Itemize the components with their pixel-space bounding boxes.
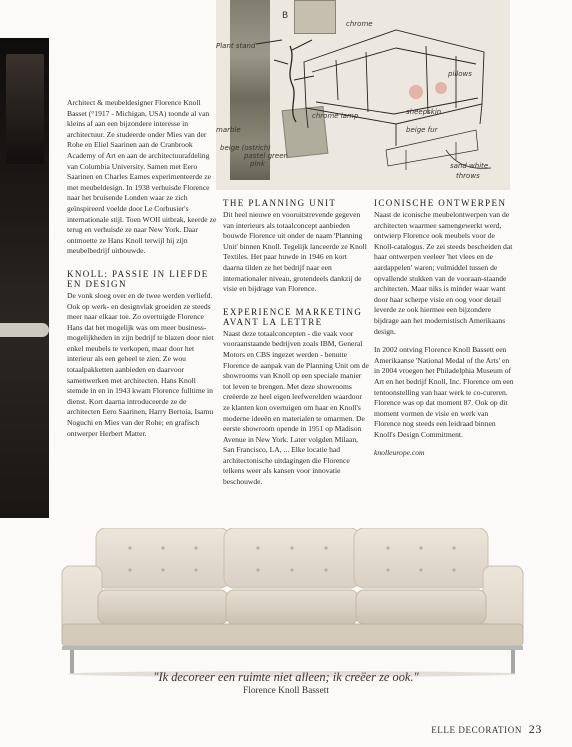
sketch-note: chrome [346, 20, 373, 28]
page-number: 23 [528, 722, 542, 736]
sketch-note: sand white [450, 162, 489, 170]
quote-author: Florence Knoll Bassett [243, 686, 329, 696]
sketch-note: chrome lamp [312, 112, 359, 120]
interior-photo [0, 38, 49, 518]
lamp-shape [6, 54, 44, 164]
sketch-note: throws [456, 172, 480, 180]
pull-quote: "Ik decoreer een ruimte niet alleen; ik creëer ze ook." [153, 670, 419, 684]
design-sketch-image [216, 0, 510, 190]
heading-experience: EXPERIENCE MARKETING AVANT LA LETTRE [223, 306, 363, 327]
sketch-note: pillows [448, 70, 472, 78]
iconic-paragraph-1: Naast de iconische meubelontwerpen van de architecten waarmee samengewerkt werd, ontwierp Florence ook meubels voor de Knoll-catalogus. Ze zei steeds bescheiden dat haar ontwerpen veeleer 'het vlees en de aardappelen' waren; vulmiddel tussen de opvallende stukken van de vooraan-staande architecten. Maar niks is minder waar want door haar scherpe visie en oog voor detail leverde ze ook hiermee een bijzondere bijdrage aan het modernistisch Amerikaans design. [374, 210, 513, 336]
planning-paragraph: Dit heel nieuwe en vooruitstrevende gegeven van interieurs als totaalconcept aanbieden bouwde Florence uit onder de naam 'Planning Unit' binnen Knoll. Tegelijk lanceerde ze Knoll Textiles. Het paar huwde in 1946 en kort daarna tilden ze het bedrijf naar een internationaler niveau, grotendeels dankzij de visie en bijdrage van Florence. [223, 210, 367, 294]
iconic-paragraph-2: In 2002 ontving Florence Knoll Bassett een Amerikaanse 'National Medal of the Arts' en in 2004 vroegen het Philadelphia Museum of Art en het bedrijf Knoll, Inc. Florence om een tentoonstelling van haar werk te co-cureren. Florence was op dat moment 87. Ook op dit moment vormen de visie en werk van Florence nog steeds een leidraad binnen Knoll's Design Commitment. [374, 345, 514, 439]
experience-paragraph: Naast deze totaalconcepten - die vaak voor vooraanstaande bedrijven zoals IBM, General Motors en CBS ingezet werden - benutte Florence de aanpak van de Planning Unit om de showrooms van Knoll op een speciale manier tot leven te brengen. Met deze showrooms creëerde ze heel eigen leefwerelden waardoor ze klanten kon overtuigen om haar en Knoll's moderne ideeën en materialen te omarmen. De eerste showroom opende in 1951 op Madison Avenue in New York. Later volgden Milaan, San Francisco, LA, ... Elke locatie had architectonische uitdagingen die Florence telkens weer als kansen voor innovatie beschouwde. [223, 328, 369, 487]
sketch-note: beige (ostrich) [220, 144, 271, 152]
heading-iconic: ICONISCHE ONTWERPEN [374, 198, 507, 208]
sketch-note: pastel green [244, 152, 288, 160]
sketch-note: Plant stand [216, 42, 256, 50]
magazine-name: ELLE DECORATION [431, 725, 522, 735]
page-footer [431, 722, 542, 737]
heading-planning: THE PLANNING UNIT [223, 198, 337, 208]
column-2 [223, 198, 369, 496]
sketch-note: marble [216, 126, 241, 134]
heading-knoll: KNOLL: PASSIE IN LIEFDE EN DESIGN [67, 268, 209, 289]
knoll-paragraph: De vonk sloeg over en de twee werden verliefd. Ook op werk- en designvlak groeiden ze steeds meer naar elkaar toe. Zo overtuigde Florence Hans dat het mogelijk was om meer business-mogelijkheden in zijn bedrijf te blazen door niet enkel meubels te verkopen, maar door het interieur als een geheel te zien. Ze wou totaalpakketten aanbieden en daarvoor samenwerken met architecten. Hans Knoll stemde in en in 1943 kwam Florence fulltime in dienst. Kort daarna introduceerde ze de architecten Eero Saarinen, Harry Bertoia, Isamu Noguchi en Mies van der Rohe; en grafisch ontwerper Herbert Matter. [67, 290, 214, 438]
sketch-note: pink [250, 160, 265, 168]
sketch-note: beige fur [406, 126, 438, 134]
table-shape [0, 323, 49, 337]
intro-paragraph: Architect & meubeldesigner Florence Knoll Basset (°1917 - Michigan, USA) toonde al van kleins af aan een bijzondere interesse in architectuur. Ze studeerde onder Mies van der Rohe en Eliel Saarinen aan de Cranbrook Academy of Art en aan de architectuurafdeling van Columbia University. Samen met Eero Saarinen en Charles Eames experimenteerde ze met meubeldesign. In 1938 verhuisde Florence naar het bruisende Londen waar ze zich geïnspireerd voelde door Le Corbusier's internationale stijl. Toen WOII uitbrak, keerde ze terug en verhuisde ze naar New York. Daar ontmoette ze Hans Knoll terwijl hij zijn meubelbedrijf uitbouwde. [67, 98, 217, 256]
website-link[interactable]: knolleurope.com [374, 448, 425, 458]
sketch-note: sheepskin [406, 108, 442, 116]
column-1 [67, 98, 217, 447]
column-3 [374, 198, 516, 459]
sofa-image [60, 528, 525, 678]
sketch-label-b: B [282, 11, 289, 21]
